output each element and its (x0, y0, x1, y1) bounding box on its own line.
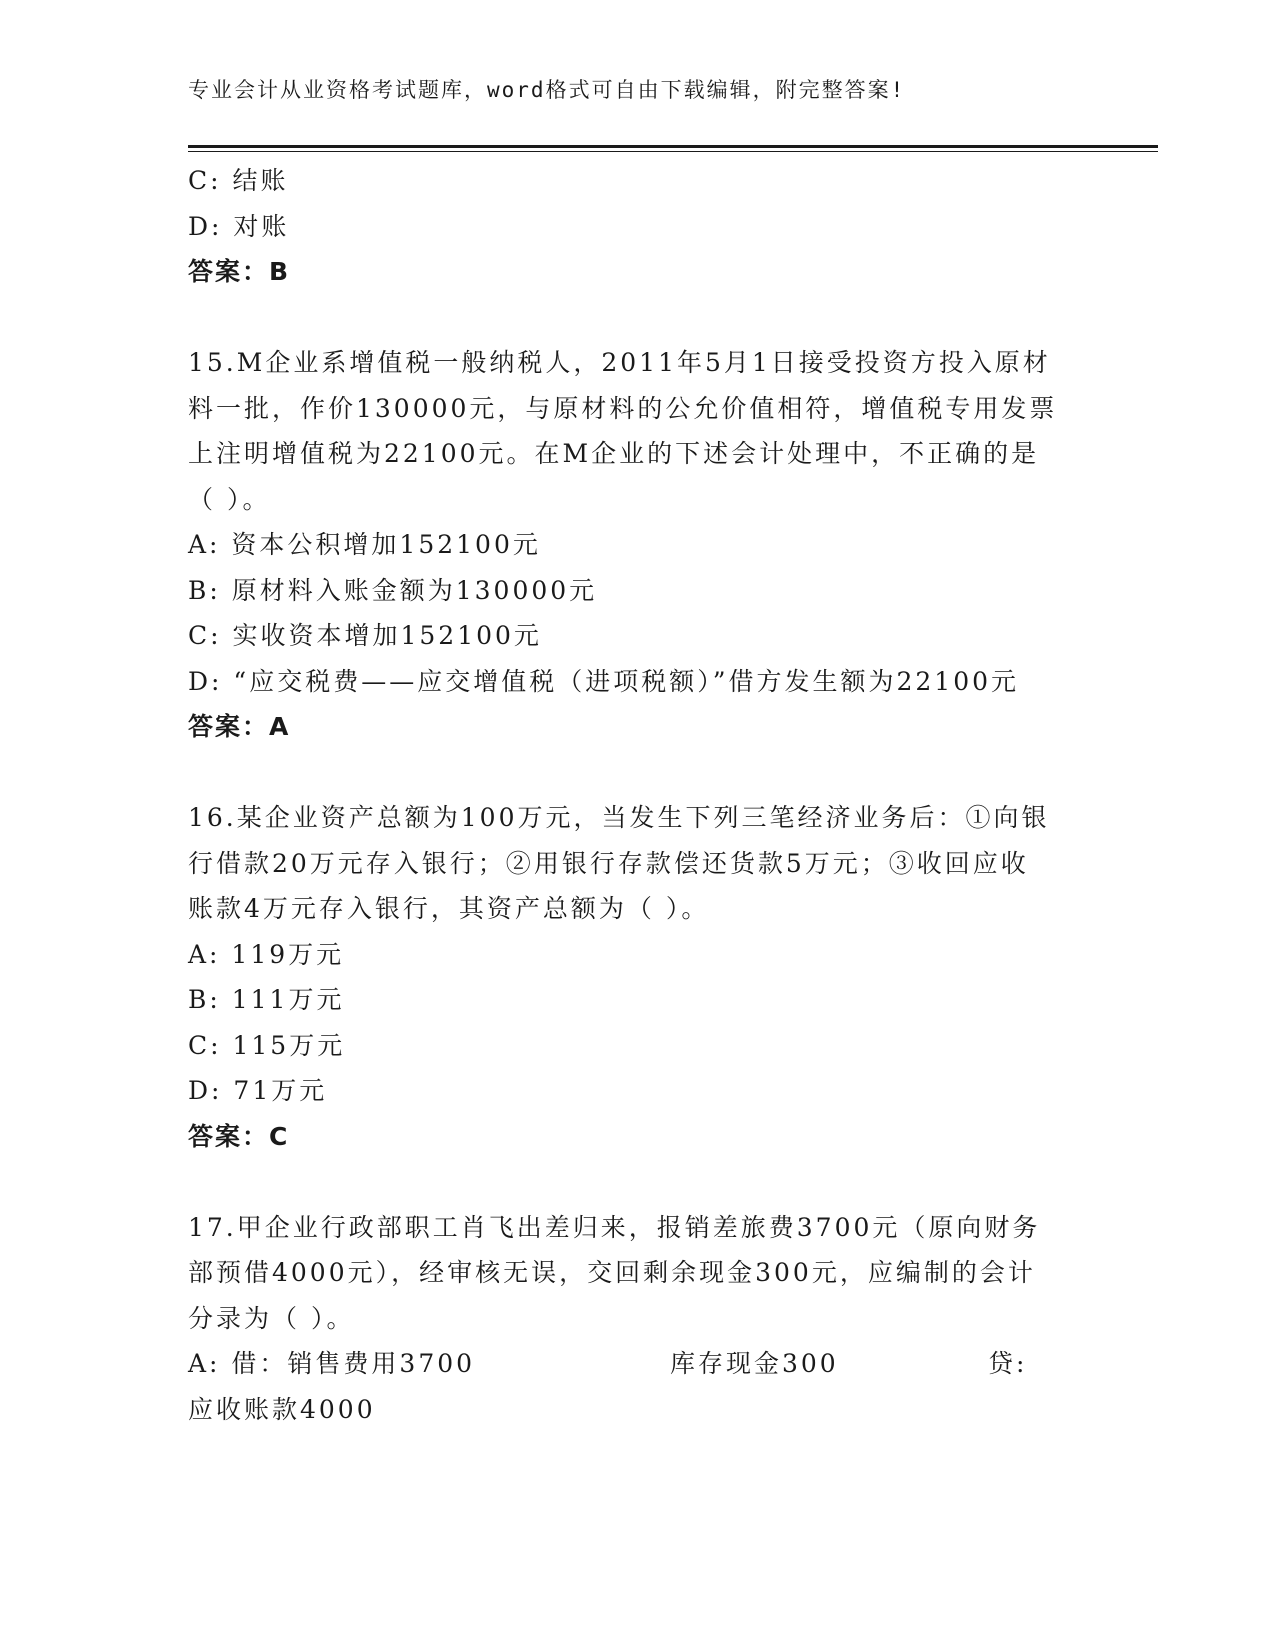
option-b: B: 原材料入账金额为130000元 (188, 575, 598, 605)
option-a-cash: 库存现金300 (670, 1349, 839, 1378)
page-header: 专业会计从业资格考试题库，word格式可自由下载编辑，附完整答案! (188, 78, 906, 102)
question-stem-line: （ ）。 (188, 484, 271, 514)
answer-line: 答案：A (188, 712, 291, 741)
question-stem-line: 部预借4000元），经审核无误，交回剩余现金300元，应编制的会计 (188, 1258, 1036, 1287)
spacer (188, 295, 1088, 341)
answer-line: 答案：C (188, 1121, 290, 1151)
answer-line: 答案：B (188, 257, 291, 286)
option-d: D: “应交税费——应交增值税（进项税额）”借方发生额为22100元 (188, 666, 1020, 696)
option-c: C: 实收资本增加152100元 (188, 621, 542, 650)
question-stem-line: 15.M企业系增值税一般纳税人，2011年5月1日接受投资方投入原材 (188, 348, 1051, 377)
question-stem-line: 账款4万元存入银行，其资产总额为（ ）。 (188, 894, 710, 923)
question-stem-line: 行借款20万元存入银行；②用银行存款偿还货款5万元；③收回应收 (188, 848, 1029, 878)
spacer (188, 1159, 1088, 1205)
option-a (188, 1341, 1088, 1387)
question-stem-line: 分录为（ ）。 (188, 1303, 355, 1333)
option-a: A: 119万元 (188, 939, 345, 969)
option-a-continuation: 应收账款4000 (188, 1394, 376, 1424)
option-a: A: 资本公积增加152100元 (188, 530, 541, 559)
question-stem-line: 16.某企业资产总额为100万元，当发生下列三笔经济业务后：①向银 (188, 803, 1050, 832)
option-c: C: 115万元 (188, 1030, 346, 1060)
option-d: D: 71万元 (188, 1076, 328, 1105)
option-a-credit: 贷: (988, 1349, 1028, 1378)
question-stem-line: 上注明增值税为22100元。在M企业的下述会计处理中，不正确的是 (188, 439, 1040, 468)
spacer (188, 750, 1088, 796)
option-b: B: 111万元 (188, 985, 345, 1014)
document-body (188, 158, 1088, 1432)
option-d: D: 对账 (188, 211, 290, 241)
question-stem-line: 17.甲企业行政部职工肖飞出差归来，报销差旅费3700元（原向财务 (188, 1212, 1041, 1242)
option-c: C: 结账 (188, 166, 289, 195)
header-rule-thin (188, 151, 1158, 152)
question-stem-line: 料一批，作价130000元，与原材料的公允价值相符，增值税专用发票 (188, 393, 1058, 423)
option-a-debit: A: 借：销售费用3700 (188, 1349, 476, 1378)
header-rule-thick (188, 145, 1158, 148)
